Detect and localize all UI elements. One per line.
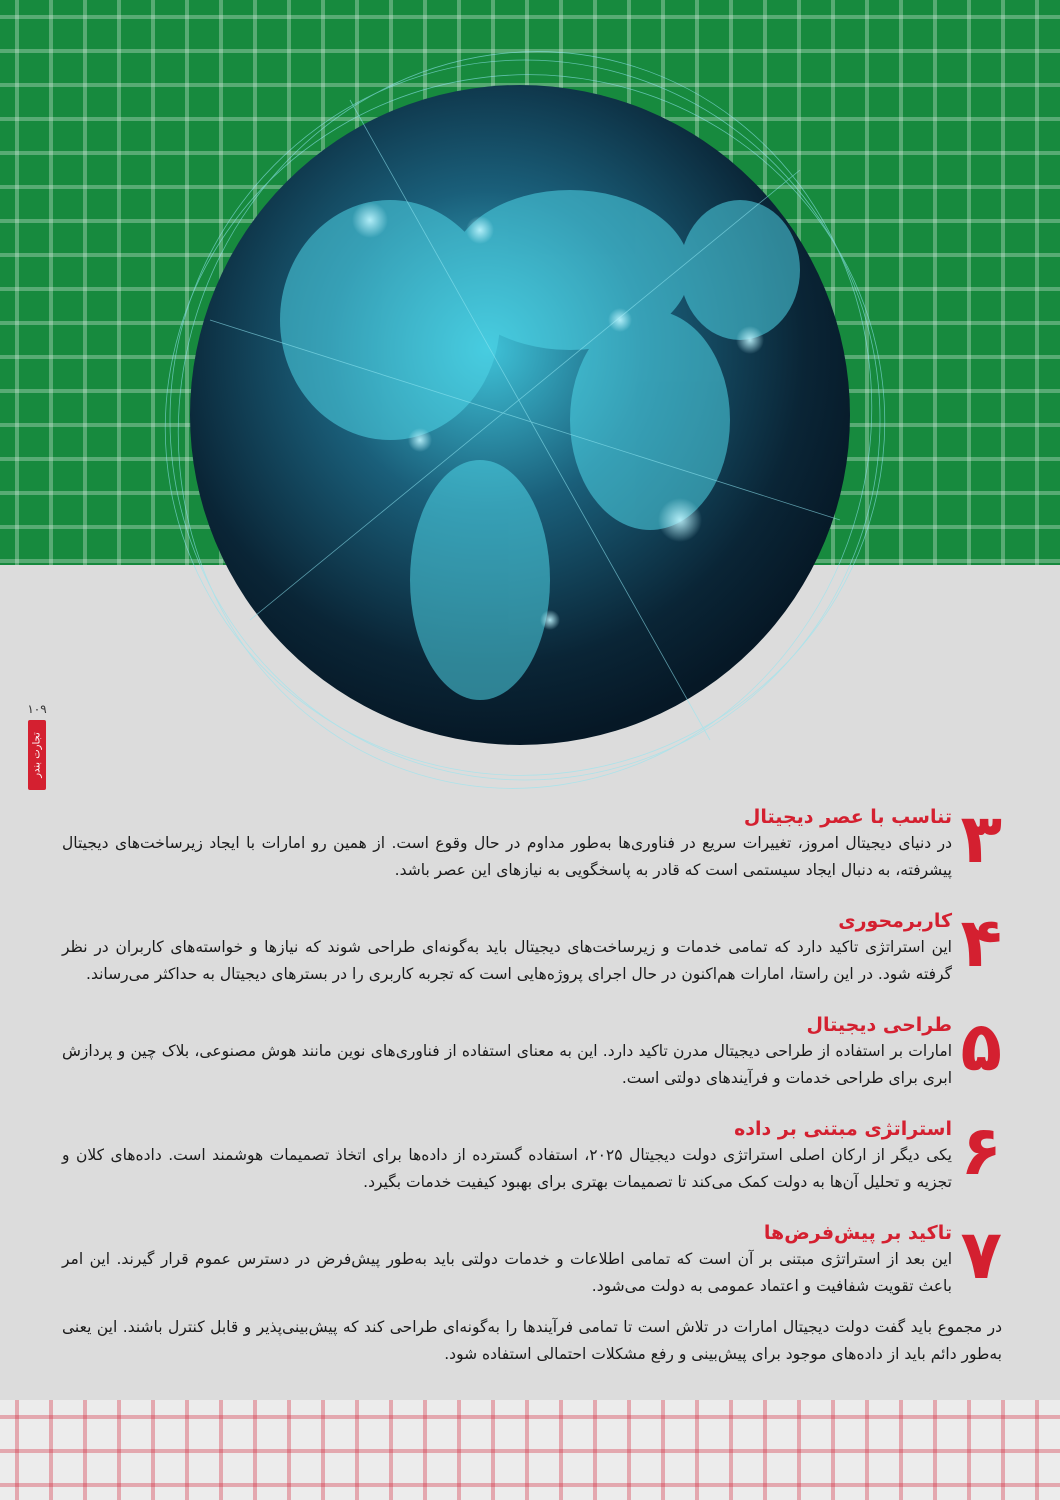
section-body: در دنیای دیجیتال امروز، تغییرات سریع در فناوری‌ها به‌طور مداوم در حال وقوع است. از همین رو امارات با ایجاد زیرساخت‌های دیجیتال پیشرفته، به دنبال ایجاد سیستمی است که قادر به پاسخگویی به نیازهای این عصر باشد. (62, 834, 952, 879)
section-number: ۳ (960, 800, 1002, 879)
closing-paragraph: در مجموع باید گفت دولت دیجیتال امارات در تلاش است تا تمامی فرآیندها را به‌گونه‌ای طراحی کند که پیش‌بینی‌پذیر و قابل کنترل باشند. این یعنی به‌طور دائم باید از داده‌های موجود برای پیش‌بینی و رفع مشکلات احتمالی استفاده شود. (62, 1318, 1002, 1363)
page-marker (26, 702, 48, 790)
section-3 (62, 800, 1002, 884)
section-heading: تناسب با عصر دیجیتال (743, 806, 952, 828)
section-7 (62, 1216, 1002, 1300)
section-heading: تاکید بر پیش‌فرض‌ها (763, 1222, 952, 1244)
section-number: ۴ (960, 904, 1002, 983)
globe-illustration (150, 20, 900, 810)
section-heading: کاربرمحوری (838, 910, 952, 932)
section-number: ۵ (960, 1008, 1002, 1087)
section-6 (62, 1112, 1002, 1196)
section-body: این استراتژی تاکید دارد که تمامی خدمات و زیرساخت‌های دیجیتال باید به‌گونه‌ای طراحی شوند که نیازها و خواسته‌های کاربران در نظر گرفته شود. در این راستا، امارات هم‌اکنون در حال اجرای پروژه‌هایی است که تجربه کاربری را در بسترهای دیجیتال به حداکثر می‌رساند. (62, 938, 952, 983)
brand-label: تجارت بندر (31, 732, 43, 778)
page-number: ۱۰۹ (27, 702, 47, 716)
brand-tag (28, 720, 46, 790)
red-pattern-band (0, 1400, 1060, 1500)
section-4 (62, 904, 1002, 988)
section-number: ۷ (960, 1216, 1002, 1295)
section-body: امارات بر استفاده از طراحی دیجیتال مدرن تاکید دارد. این به معنای استفاده از فناوری‌های نوین مانند هوش مصنوعی، بلاک چین و پردازش ابری برای طراحی خدمات و فرآیندهای دولتی است. (62, 1042, 952, 1087)
section-number: ۶ (960, 1112, 1002, 1191)
section-heading: طراحی دیجیتال (806, 1014, 952, 1036)
article-content (62, 780, 1002, 1368)
section-body: یکی دیگر از ارکان اصلی استراتژی دولت دیجیتال ۲۰۲۵، استفاده گسترده از داده‌ها برای اتخاذ تصمیمات هوشمند است. داده‌های کلان و تجزیه و تحلیل آن‌ها به دولت کمک می‌کند تا تصمیمات بهتری برای بهبود کیفیت خدمات بگیرد. (62, 1146, 952, 1191)
section-heading: استراتژی مبتنی بر داده (734, 1118, 952, 1140)
section-5 (62, 1008, 1002, 1092)
section-body: این بعد از استراتژی مبتنی بر آن است که تمامی اطلاعات و خدمات دولتی باید به‌طور پیش‌فرض در دسترس عموم قرار گیرند. این امر باعث تقویت شفافیت و اعتماد عمومی به دولت می‌شود. (62, 1250, 952, 1295)
